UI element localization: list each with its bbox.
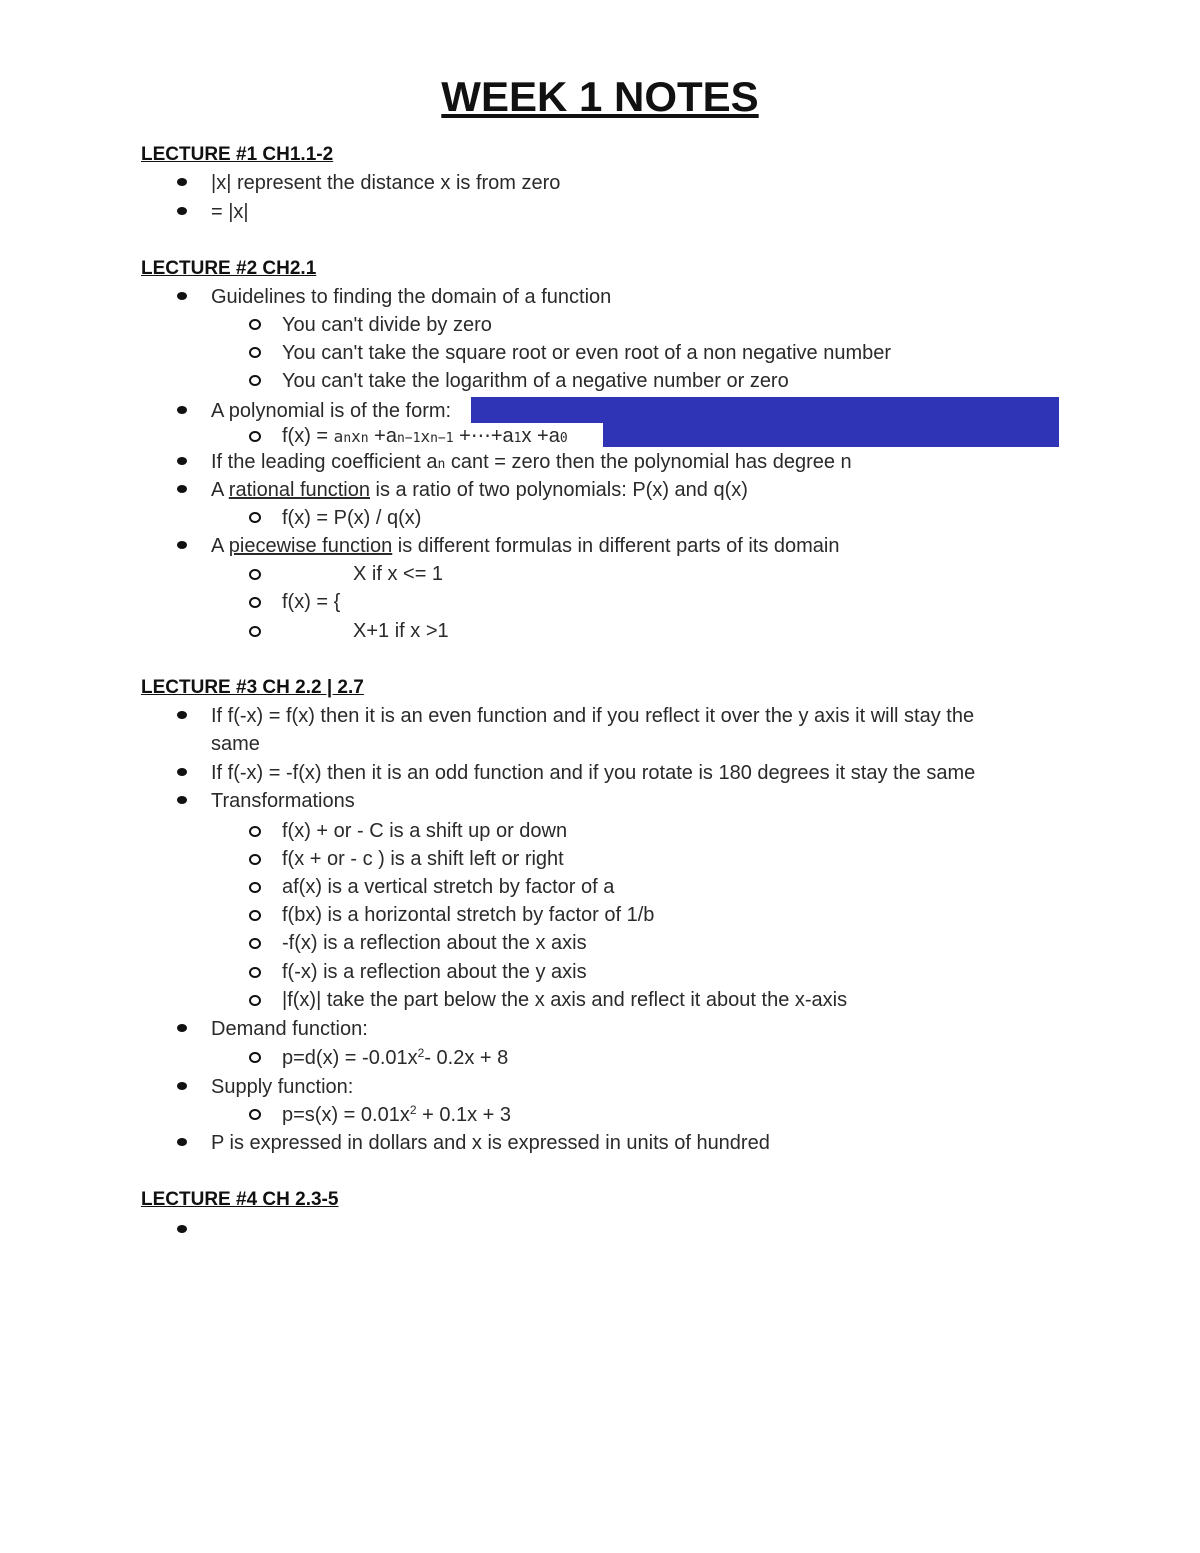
formula-sup: n	[360, 431, 369, 446]
formula-sub: 1	[513, 431, 522, 446]
highlight-block	[471, 397, 1059, 423]
supply-label: Supply function:	[211, 1076, 354, 1098]
bullet-icon	[177, 1082, 187, 1090]
piecewise-function-note	[211, 534, 840, 558]
bullet-icon	[177, 541, 187, 549]
lecture-4-heading: LECTURE #4 CH 2.3-5	[141, 1189, 339, 1210]
bullet-icon	[177, 207, 187, 215]
polynomial-formula	[282, 424, 568, 451]
formula-sub: n−1	[396, 431, 421, 446]
hollow-bullet-icon	[249, 347, 261, 358]
transformation-item: f(bx) is a horizontal stretch by factor of 1/b	[282, 904, 655, 926]
text-run: p=s(x) = 0.01x	[282, 1104, 410, 1126]
units-note: P is expressed in dollars and x is expressed in units of hundred	[211, 1132, 770, 1154]
hollow-bullet-icon	[249, 319, 261, 330]
exponent: 2	[409, 1103, 417, 1117]
domain-rule: You can't take the square root or even root of a non negative number	[282, 342, 892, 364]
hollow-bullet-icon	[249, 910, 261, 921]
hollow-bullet-icon	[249, 569, 261, 580]
hollow-bullet-icon	[249, 375, 261, 386]
lecture-1-item: |x| represent the distance x is from zero	[211, 172, 561, 194]
formula-x: x	[420, 427, 431, 446]
rational-function-note	[211, 478, 748, 502]
lecture-1-item: = |x|	[211, 201, 249, 223]
text-run: p=d(x) = -0.01x	[282, 1047, 418, 1069]
page-title: WEEK 1 NOTES	[441, 73, 759, 120]
hollow-bullet-icon	[249, 626, 261, 637]
domain-guideline: Guidelines to finding the domain of a function	[211, 286, 612, 308]
hollow-bullet-icon	[249, 995, 261, 1006]
formula-sub: 0	[559, 431, 568, 446]
bullet-icon	[177, 406, 187, 414]
even-function-note-cont: same	[211, 733, 260, 755]
bullet-icon	[177, 1024, 187, 1032]
even-function-note: If f(-x) = f(x) then it is an even function and if you reflect it over the y axis it will stay the	[211, 705, 975, 727]
transformation-item: f(-x) is a reflection about the y axis	[282, 961, 587, 983]
transformation-item: f(x) + or - C is a shift up or down	[282, 820, 568, 842]
transformation-item: -f(x) is a reflection about the x axis	[282, 932, 587, 954]
text-run: is different formulas in different parts of its domain	[392, 535, 840, 557]
formula-sup: n−1	[430, 431, 454, 446]
formula-term: +a	[368, 425, 397, 447]
formula-x: x	[351, 427, 361, 446]
rational-formula: f(x) = P(x) / q(x)	[282, 507, 422, 529]
formula-prefix: f(x) =	[282, 425, 334, 447]
bullet-icon	[177, 485, 187, 493]
piecewise-term: piecewise function	[228, 535, 393, 557]
bullet-icon	[177, 1138, 187, 1146]
formula-a: a	[333, 427, 344, 446]
lecture-1-heading: LECTURE #1 CH1.1-2	[141, 144, 334, 165]
text-run: If the leading coefficient	[211, 451, 427, 473]
highlight-block	[603, 421, 1059, 447]
hollow-bullet-icon	[249, 826, 261, 837]
leading-coefficient-note	[211, 450, 852, 477]
text-run: a	[426, 451, 438, 473]
hollow-bullet-icon	[249, 597, 261, 608]
polynomial-label: A polynomial is of the form:	[211, 400, 452, 422]
formula-term: x +a	[521, 425, 560, 447]
rational-term: rational function	[228, 479, 370, 501]
formula-sub: n	[343, 431, 352, 446]
hollow-bullet-icon	[249, 512, 261, 523]
domain-rule: You can't take the logarithm of a negative number or zero	[282, 370, 789, 392]
text-run: A	[211, 535, 229, 557]
supply-formula	[282, 1103, 511, 1127]
text-sub: n	[437, 457, 446, 472]
piecewise-line: f(x) = {	[282, 591, 341, 613]
text-run: X+1 if x >1	[353, 620, 449, 642]
hollow-bullet-icon	[249, 1109, 261, 1120]
formula-term: +⋯+a	[453, 425, 514, 447]
text-run: - 0.2x + 8	[424, 1047, 509, 1069]
exponent: 2	[417, 1046, 425, 1060]
text-run: A	[211, 479, 229, 501]
transformations-label: Transformations	[211, 790, 355, 812]
text-run: X if x <= 1	[353, 563, 444, 585]
transformation-item: f(x + or - c ) is a shift left or right	[282, 848, 564, 870]
bullet-icon	[177, 711, 187, 719]
demand-formula	[282, 1046, 508, 1070]
hollow-bullet-icon	[249, 431, 261, 442]
transformation-item: |f(x)| take the part below the x axis and reflect it about the x-axis	[282, 989, 848, 1011]
hollow-bullet-icon	[249, 1052, 261, 1063]
bullet-icon	[177, 768, 187, 776]
hollow-bullet-icon	[249, 967, 261, 978]
text-run: is a ratio of two polynomials: P(x) and q(x)	[370, 479, 748, 501]
transformation-item: af(x) is a vertical stretch by factor of a	[282, 876, 615, 898]
text-run: cant = zero then the polynomial has degree n	[445, 451, 852, 473]
bullet-icon	[177, 457, 187, 465]
piecewise-line	[282, 562, 443, 586]
lecture-2-heading: LECTURE #2 CH2.1	[141, 258, 317, 279]
hollow-bullet-icon	[249, 882, 261, 893]
bullet-icon	[177, 178, 187, 186]
bullet-icon	[177, 796, 187, 804]
hollow-bullet-icon	[249, 854, 261, 865]
text-run: + 0.1x + 3	[416, 1104, 512, 1126]
piecewise-line	[282, 619, 449, 643]
demand-label: Demand function:	[211, 1018, 368, 1040]
lecture-3-heading: LECTURE #3 CH 2.2 | 2.7	[141, 677, 364, 698]
hollow-bullet-icon	[249, 938, 261, 949]
bullet-icon	[177, 1225, 187, 1233]
domain-rule: You can't divide by zero	[282, 314, 492, 336]
odd-function-note: If f(-x) = -f(x) then it is an odd function and if you rotate is 180 degrees it stay the same	[211, 762, 976, 784]
bullet-icon	[177, 292, 187, 300]
